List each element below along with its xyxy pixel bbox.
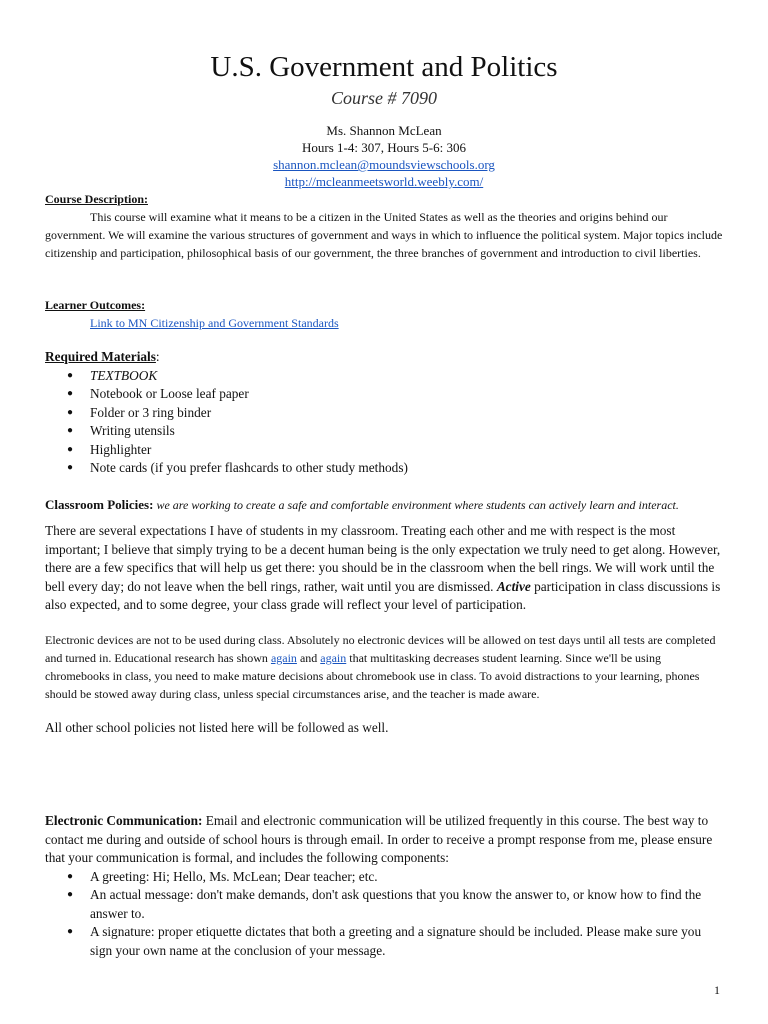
other-policies-paragraph: All other school policies not listed here will be followed as well. — [45, 719, 389, 735]
course-description-heading: Course Description: — [45, 192, 148, 206]
expectations-paragraph — [45, 522, 725, 615]
classroom-policies-heading: Classroom Policies: — [45, 497, 154, 512]
electronic-communication-section — [45, 812, 725, 960]
list-item — [45, 923, 725, 960]
list-item — [45, 868, 725, 887]
list-item — [45, 385, 725, 404]
active-emphasis: Active — [496, 578, 531, 594]
list-item-text: TEXTBOOK — [90, 367, 158, 383]
devices-and: and — [299, 650, 318, 665]
communication-intro: Email and electronic communication will be utilized frequently in this course. The best way to contact me during and outside of school hours is through email. In order to receive a prompt response from me, please ensure that your communication is formal, and includes the following components: — [45, 813, 713, 865]
page-number: 1 — [714, 983, 720, 997]
room-hours: Hours 1-4: 307, Hours 5-6: 306 — [302, 140, 466, 155]
research-link-1[interactable]: again — [270, 650, 297, 665]
mn-standards-link[interactable]: Link to MN Citizenship and Government Standards — [90, 316, 339, 330]
materials-list — [45, 367, 725, 478]
list-item — [45, 886, 725, 923]
list-item-text: A greeting: Hi; Hello, Ms. McLean; Dear teacher; etc. — [90, 868, 378, 884]
list-item-text: Notebook or Loose leaf paper — [90, 386, 249, 401]
expectations-text-end: participation in class discussions is also expected, and to some degree, your class grade will reflect your level of participation. — [45, 578, 721, 612]
course-description-section — [45, 190, 725, 262]
required-materials-section — [45, 348, 725, 478]
course-number: Course # 7090 — [330, 88, 437, 108]
course-description-text: This course will examine what it means to be a citizen in the United States as well as the theories and origins behind our government. We will examine the various structures of government and ways in which to influence the political system. Major topics include citizenship and participation, philosophical basis of our government, the three branches of government and introduction to civil liberties. — [45, 210, 723, 260]
list-item-text: Highlighter — [90, 441, 152, 457]
list-item — [45, 367, 725, 386]
list-item-text: Writing utensils — [90, 423, 175, 438]
list-item-text: Note cards (if you prefer flashcards to other study methods) — [90, 460, 408, 475]
classroom-policies-section — [45, 496, 725, 737]
list-item-text: Folder or 3 ring binder — [90, 404, 212, 420]
learner-outcomes-heading: Learner Outcomes: — [45, 298, 146, 312]
heading-colon: : — [155, 349, 160, 364]
website-link[interactable]: http://mcleanmeetsworld.weebly.com/ — [284, 174, 484, 189]
teacher-name: Ms. Shannon McLean — [326, 123, 442, 138]
expectations-text: There are several expectations I have of students in my classroom. Treating each other and me with respect is the most important; I believe that simply trying to be a decent human being is the only expectation we truly need to get along. However, there are a few specifics that will help us get there: you should be in the classroom when the bell rings. We will work until the bell every day; do not leave when the bell rings, rather, wait until you are dismissed. — [45, 523, 721, 594]
list-item — [45, 422, 725, 441]
communication-list — [45, 868, 725, 961]
list-item-text: A signature: proper etiquette dictates that both a greeting and a signature should be included. Please make sure you sign your own name at the conclusion of your message. — [90, 924, 702, 958]
classroom-policies-intro: we are working to create a safe and comfortable environment where students can actively learn and interact. — [156, 498, 679, 512]
list-item — [45, 459, 725, 478]
research-link-2[interactable]: again — [320, 650, 347, 665]
devices-text: Electronic devices are not to be used during class. Absolutely no electronic devices will be allowed on test days until all tests are completed and turned in. Educational research has shown — [45, 632, 716, 665]
list-item — [45, 441, 725, 460]
devices-text-end: that multitasking decreases student learning. Since we'll be using chromebooks in class, you need to make mature decisions about chromebook use in class. To avoid distractions to your learning, phones should be stowed away during class, unless special circumstances arise, and the teacher is made aware. — [45, 650, 700, 701]
required-materials-heading: Required Materials — [45, 349, 156, 364]
list-item — [45, 404, 725, 423]
page-title: U.S. Government and Politics — [210, 51, 558, 83]
learner-outcomes-section — [45, 296, 725, 332]
email-link[interactable]: shannon.mclean@moundsviewschools.org — [273, 157, 495, 172]
list-item-text: An actual message: don't make demands, don't ask questions that you know the answer to, or know how to find the answer to. — [90, 887, 702, 921]
communication-paragraph — [45, 812, 725, 868]
electronic-communication-heading: Electronic Communication: — [45, 813, 203, 828]
electronic-devices-paragraph — [45, 631, 725, 703]
